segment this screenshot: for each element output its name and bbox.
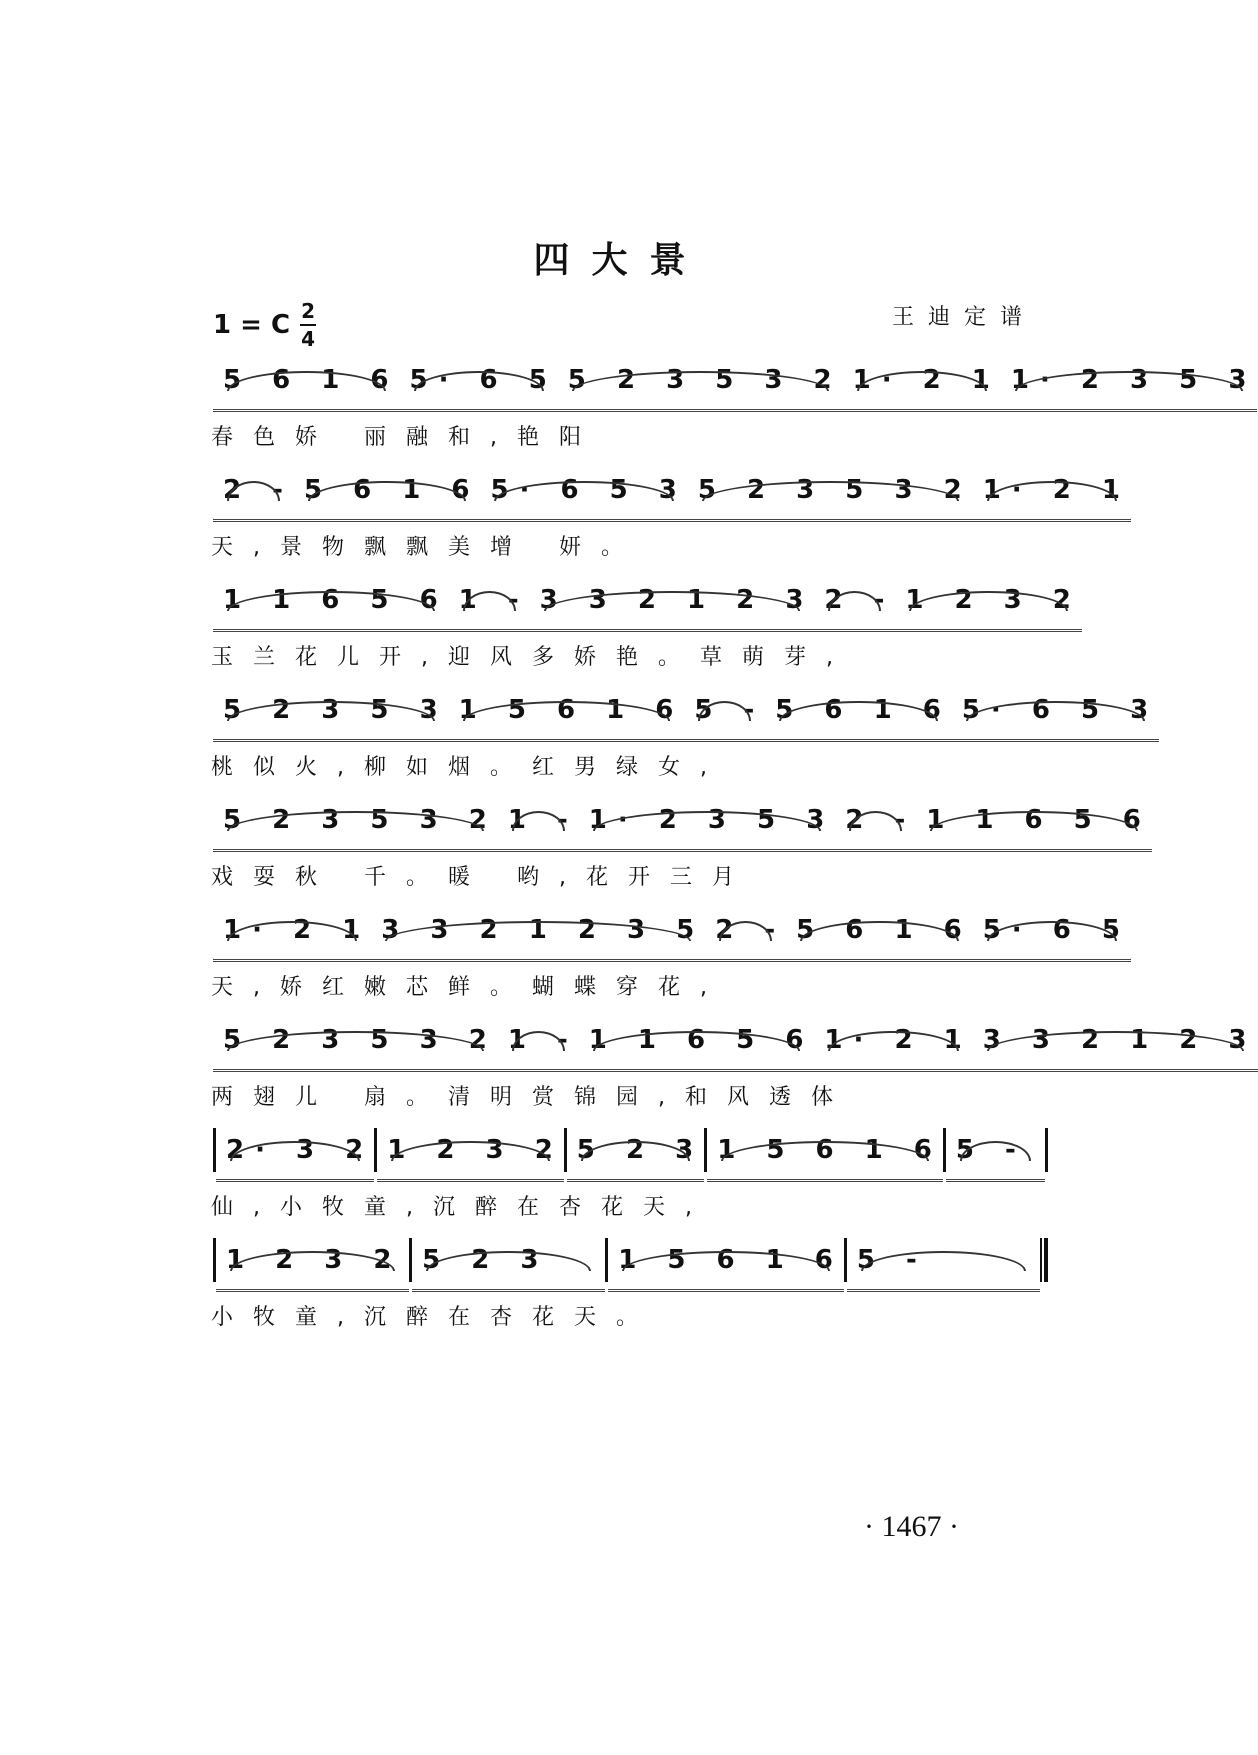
- lyric-line: 春色娇 丽融和,艳阳: [211, 425, 601, 450]
- score-system: [211, 460, 1131, 570]
- measure: 5 6 1 6: [294, 475, 481, 522]
- measure: 1· 2 1: [973, 475, 1131, 522]
- measure: 5 6 1 6: [213, 365, 400, 412]
- measure: 5 2 3 5 3 2: [213, 805, 498, 852]
- key-label: 1 = C: [213, 310, 291, 340]
- time-sig-bottom: 4: [301, 327, 316, 351]
- measure: 5· 6 5 3: [480, 475, 687, 522]
- score-system: [211, 1010, 1258, 1120]
- measure: 1· 2 1: [843, 365, 1001, 412]
- measure: 1 1 6 5 6: [579, 1025, 815, 1072]
- measure: 5 2 3 5 3 2: [213, 1025, 498, 1072]
- lyric-line: 仙,小牧童,沉醉在杏花天,: [211, 1195, 712, 1220]
- score-system: [211, 900, 1131, 1010]
- measure: 1 5 6 1 6: [449, 695, 685, 742]
- score-system: [211, 680, 1160, 790]
- lyric-line: 小牧童,沉醉在杏花天。: [211, 1305, 658, 1330]
- key-signature: [213, 300, 316, 350]
- time-sig-divider: [300, 324, 316, 326]
- score-system: [211, 570, 1082, 680]
- score-system: [211, 790, 1152, 900]
- measure: 5 -: [684, 695, 765, 742]
- measure: 5 6 1 6: [786, 915, 973, 962]
- measure: 2 -: [213, 475, 294, 522]
- measure: 1 1 6 5 6: [916, 805, 1152, 852]
- notation-line: [213, 1230, 1048, 1292]
- notation-line: [213, 460, 1131, 522]
- measure: 1 -: [498, 1025, 579, 1072]
- measure: 5 2 3 5 3: [213, 695, 449, 742]
- barline: [1045, 1128, 1048, 1172]
- lyric-line: 桃似火,柳如烟。红男绿女,: [211, 755, 727, 780]
- notation-line: [213, 1120, 1048, 1182]
- measure: 1· 2 3 5 3: [579, 805, 836, 852]
- measure: 2· 3 2: [216, 1135, 374, 1182]
- measure: 1· 2 1: [213, 915, 371, 962]
- score-system: [213, 1230, 1048, 1340]
- measure: 2 -: [705, 915, 786, 962]
- measure: 5· 6 5: [973, 915, 1131, 962]
- measure: 1· 2 1: [814, 1025, 972, 1072]
- time-signature: [300, 300, 316, 350]
- lyric-line: 天,景物飘飘美增 妍。: [211, 535, 643, 560]
- notation-line: [213, 790, 1152, 852]
- lyric-line: 天,娇红嫩芯鲜。蝴蝶穿花,: [211, 975, 727, 1000]
- measure: 5 2 3: [412, 1245, 605, 1292]
- notation-line: [213, 1010, 1258, 1072]
- page-number: · 1467 ·: [864, 1510, 959, 1543]
- measure: 5 2 3: [567, 1135, 704, 1182]
- measure: 5 -: [946, 1135, 1045, 1182]
- measure: 1 2 3 2: [377, 1135, 564, 1182]
- measure: 5 -: [847, 1245, 1040, 1292]
- measure: 5· 6 5 3: [952, 695, 1159, 742]
- lyric-line: 玉兰花儿开,迎风多娇艳。草萌芽,: [211, 645, 853, 670]
- notation-line: [213, 900, 1131, 962]
- measure: 1· 2 3 5 3: [1001, 365, 1258, 412]
- measure: 1 -: [449, 585, 530, 632]
- score-system: [213, 1120, 1048, 1230]
- measure: 1 -: [498, 805, 579, 852]
- notation-line: [213, 570, 1082, 632]
- measure: 1 5 6 1 6: [608, 1245, 844, 1292]
- score-system: [211, 350, 1258, 460]
- notation-line: [213, 350, 1258, 412]
- arranger-credit: 王迪定谱: [891, 305, 1036, 330]
- measure: 5· 6 5: [400, 365, 558, 412]
- measure: 2 -: [814, 585, 895, 632]
- measure: 1 5 6 1 6: [707, 1135, 943, 1182]
- measure: 2 -: [835, 805, 916, 852]
- measure: 3 3 2 1 2 3 5: [371, 915, 705, 962]
- measure: 3 3 2 1 2 3: [973, 1025, 1258, 1072]
- time-sig-top: 2: [301, 299, 316, 323]
- lyric-line: 两翅儿 扇。清明赏锦园,和风透体: [211, 1085, 853, 1110]
- lyric-line: 戏耍秋 千。暖 哟,花开三月: [211, 865, 754, 890]
- measure: 5 6 1 6: [765, 695, 952, 742]
- measure: 5 2 3 5 3 2: [688, 475, 973, 522]
- measure: 1 2 3 2: [895, 585, 1082, 632]
- measure: 1 1 6 5 6: [213, 585, 449, 632]
- measure: 5 2 3 5 3 2: [558, 365, 843, 412]
- song-title: 四大景: [533, 240, 708, 281]
- final-barline: [1040, 1238, 1048, 1282]
- notation-line: [213, 680, 1160, 742]
- measure: 1 2 3 2: [216, 1245, 409, 1292]
- measure: 3 3 2 1 2 3: [530, 585, 815, 632]
